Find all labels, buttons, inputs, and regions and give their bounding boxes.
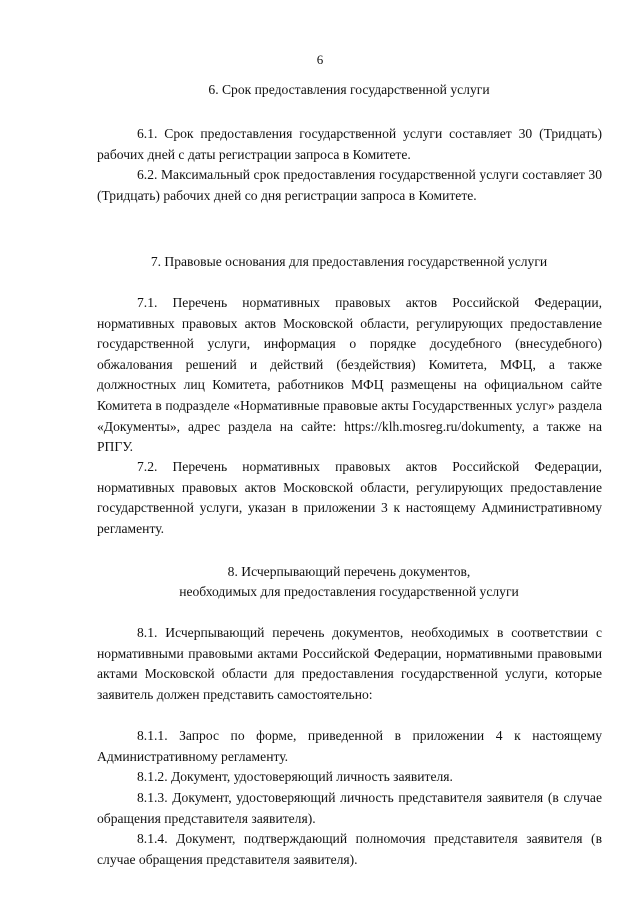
- section-6-heading: 6. Срок предоставления государственной услуги: [208, 82, 490, 97]
- section-8-heading-line2: необходимых для предоставления государственной услуги: [179, 584, 519, 599]
- paragraph-7-2: 7.2. Перечень нормативных правовых актов Российской Федерации, нормативных правовых актов Московской области, регулирующих предоставление государственной услуги, указан в приложении 3 к настоящему Административному регламенту.: [97, 459, 602, 536]
- section-8-heading-line1: 8. Исчерпывающий перечень документов,: [227, 564, 471, 579]
- page-number: 6: [316, 52, 324, 67]
- paragraph-8-1-1: 8.1.1. Запрос по форме, приведенной в приложении 4 к настоящему Административному регламенту.: [97, 728, 602, 764]
- paragraph-8-1-4: 8.1.4. Документ, подтверждающий полномочия представителя заявителя (в случае обращения представителя заявителя).: [97, 831, 602, 867]
- paragraph-8-1: 8.1. Исчерпывающий перечень документов, необходимых в соответствии с нормативными правовыми актами Российской Федерации, нормативными правовыми актами Московской области для предоставления государственной услуги, которые заявитель должен представить самостоятельно:: [97, 625, 602, 702]
- paragraph-8-1-2: 8.1.2. Документ, удостоверяющий личность заявителя.: [137, 769, 453, 784]
- section-7-heading: 7. Правовые основания для предоставления государственной услуги: [150, 254, 548, 269]
- paragraph-6-1: 6.1. Срок предоставления государственной услуги составляет 30 (Тридцать) рабочих дней с даты регистрации запроса в Комитете.: [97, 126, 602, 162]
- paragraph-7-1: 7.1. Перечень нормативных правовых актов Российской Федерации, нормативных правовых актов Московской области, регулирующих предоставление государственной услуги, информация о порядке досудебного (внесудебного) обжалования решений и действий (бездействия) Комитета, МФЦ, а также должностных лиц Комитета, работников МФЦ размещены на официальном сайте Комитета в подразделе «Нормативные правовые акты Государственных услуг» раздела «Документы», адрес раздела на сайте: https://klh.mosreg.ru/dokumenty, а также на РПГУ.: [97, 295, 602, 455]
- paragraph-6-2: 6.2. Максимальный срок предоставления государственной услуги составляет 30 (Тридцать) рабочих дней со дня регистрации запроса в Комитете.: [97, 167, 602, 203]
- paragraph-8-1-3: 8.1.3. Документ, удостоверяющий личность представителя заявителя (в случае обращения представителя заявителя).: [97, 790, 602, 826]
